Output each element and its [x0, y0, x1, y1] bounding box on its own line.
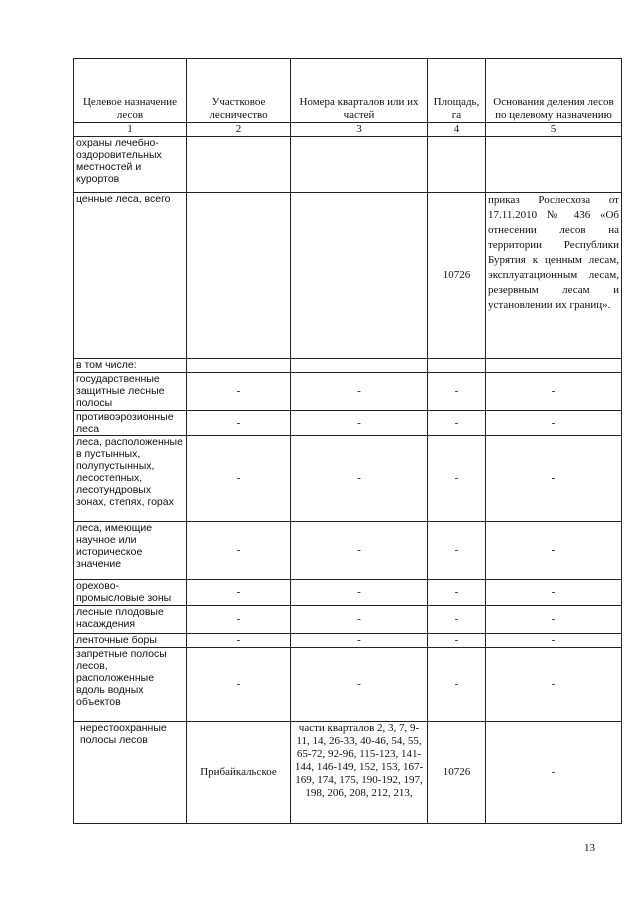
quarters-cell: - — [291, 411, 428, 436]
purpose-cell: противоэрозионные леса — [74, 411, 187, 436]
basis-cell: - — [486, 373, 622, 411]
header-row — [74, 59, 622, 123]
table-row — [74, 522, 622, 580]
forest-purpose-table — [73, 58, 622, 824]
quarters-cell: - — [291, 606, 428, 634]
purpose-cell: леса, имеющие научное или историческое значение — [74, 522, 187, 580]
basis-cell: - — [486, 411, 622, 436]
page-number: 13 — [584, 842, 595, 854]
table-row — [74, 648, 622, 722]
header-basis: Основания деления лесов по целевому назначению — [486, 59, 622, 123]
area-cell: - — [428, 436, 486, 522]
table-row — [74, 359, 622, 373]
district-cell: - — [187, 634, 291, 648]
district-cell: - — [187, 522, 291, 580]
area-cell: 10726 — [428, 722, 486, 824]
table-row — [74, 580, 622, 606]
district-cell — [187, 193, 291, 359]
column-number: 4 — [428, 123, 486, 137]
district-cell: - — [187, 580, 291, 606]
basis-cell: - — [486, 634, 622, 648]
quarters-cell — [291, 137, 428, 193]
area-cell: - — [428, 634, 486, 648]
basis-cell — [486, 137, 622, 193]
table-row — [74, 373, 622, 411]
basis-cell: - — [486, 722, 622, 824]
quarters-cell: - — [291, 648, 428, 722]
area-cell: - — [428, 522, 486, 580]
district-cell: - — [187, 436, 291, 522]
quarters-cell: - — [291, 373, 428, 411]
district-cell: - — [187, 373, 291, 411]
header-district: Участковое лесничество — [187, 59, 291, 123]
area-cell: - — [428, 373, 486, 411]
basis-cell: - — [486, 522, 622, 580]
table-row — [74, 606, 622, 634]
column-number: 2 — [187, 123, 291, 137]
table-row — [74, 722, 622, 824]
table-row — [74, 436, 622, 522]
basis-cell: приказ Рослесхоза от 17.11.2010 № 436 «Об отнесении лесов на территории Республики Бурятия к ценным лесам, эксплуатационным лесам, резервным лесам и установлении их границ». — [486, 193, 622, 359]
quarters-cell: части кварталов 2, 3, 7, 9-11, 14, 26-33, 40-46, 54, 55, 65-72, 92-96, 115-123, 141-144, 146-149, 152, 153, 167-169, 174, 175, 190-192, 197, 198, 206, 208, 212, 213, — [291, 722, 428, 824]
purpose-cell: государственные защитные лесные полосы — [74, 373, 187, 411]
purpose-cell: охраны лечебно-оздоровительных местностей и курортов — [74, 137, 187, 193]
header-quarters: Номера кварталов или их частей — [291, 59, 428, 123]
header-area: Площадь, га — [428, 59, 486, 123]
purpose-cell: ценные леса, всего — [74, 193, 187, 359]
purpose-cell: орехово-промысловые зоны — [74, 580, 187, 606]
quarters-cell — [291, 359, 428, 373]
district-cell: - — [187, 648, 291, 722]
area-cell: - — [428, 606, 486, 634]
quarters-cell: - — [291, 522, 428, 580]
district-cell — [187, 137, 291, 193]
area-cell: - — [428, 648, 486, 722]
basis-cell: - — [486, 436, 622, 522]
area-cell: - — [428, 580, 486, 606]
district-cell: - — [187, 606, 291, 634]
purpose-cell: нерестоохранные полосы лесов — [74, 722, 187, 824]
column-number: 1 — [74, 123, 187, 137]
quarters-cell — [291, 193, 428, 359]
header-purpose: Целевое назначение лесов — [74, 59, 187, 123]
area-cell: 10726 — [428, 193, 486, 359]
quarters-cell: - — [291, 580, 428, 606]
area-cell: - — [428, 411, 486, 436]
column-number: 5 — [486, 123, 622, 137]
basis-cell: - — [486, 648, 622, 722]
purpose-cell: лесные плодовые насаждения — [74, 606, 187, 634]
basis-cell: - — [486, 606, 622, 634]
table-row — [74, 193, 622, 359]
column-number-row — [74, 123, 622, 137]
area-cell — [428, 359, 486, 373]
purpose-cell: леса, расположенные в пустынных, полупустынных, лесостепных, лесотундровых зонах, степях, горах — [74, 436, 187, 522]
quarters-cell: - — [291, 436, 428, 522]
purpose-cell: в том числе: — [74, 359, 187, 373]
basis-cell: - — [486, 580, 622, 606]
purpose-cell: ленточные боры — [74, 634, 187, 648]
table-row — [74, 137, 622, 193]
column-number: 3 — [291, 123, 428, 137]
table-row — [74, 411, 622, 436]
district-cell: - — [187, 411, 291, 436]
area-cell — [428, 137, 486, 193]
purpose-cell: запретные полосы лесов, расположенные вдоль водных объектов — [74, 648, 187, 722]
table-row — [74, 634, 622, 648]
basis-cell — [486, 359, 622, 373]
district-cell: Прибайкальское — [187, 722, 291, 824]
district-cell — [187, 359, 291, 373]
quarters-cell: - — [291, 634, 428, 648]
